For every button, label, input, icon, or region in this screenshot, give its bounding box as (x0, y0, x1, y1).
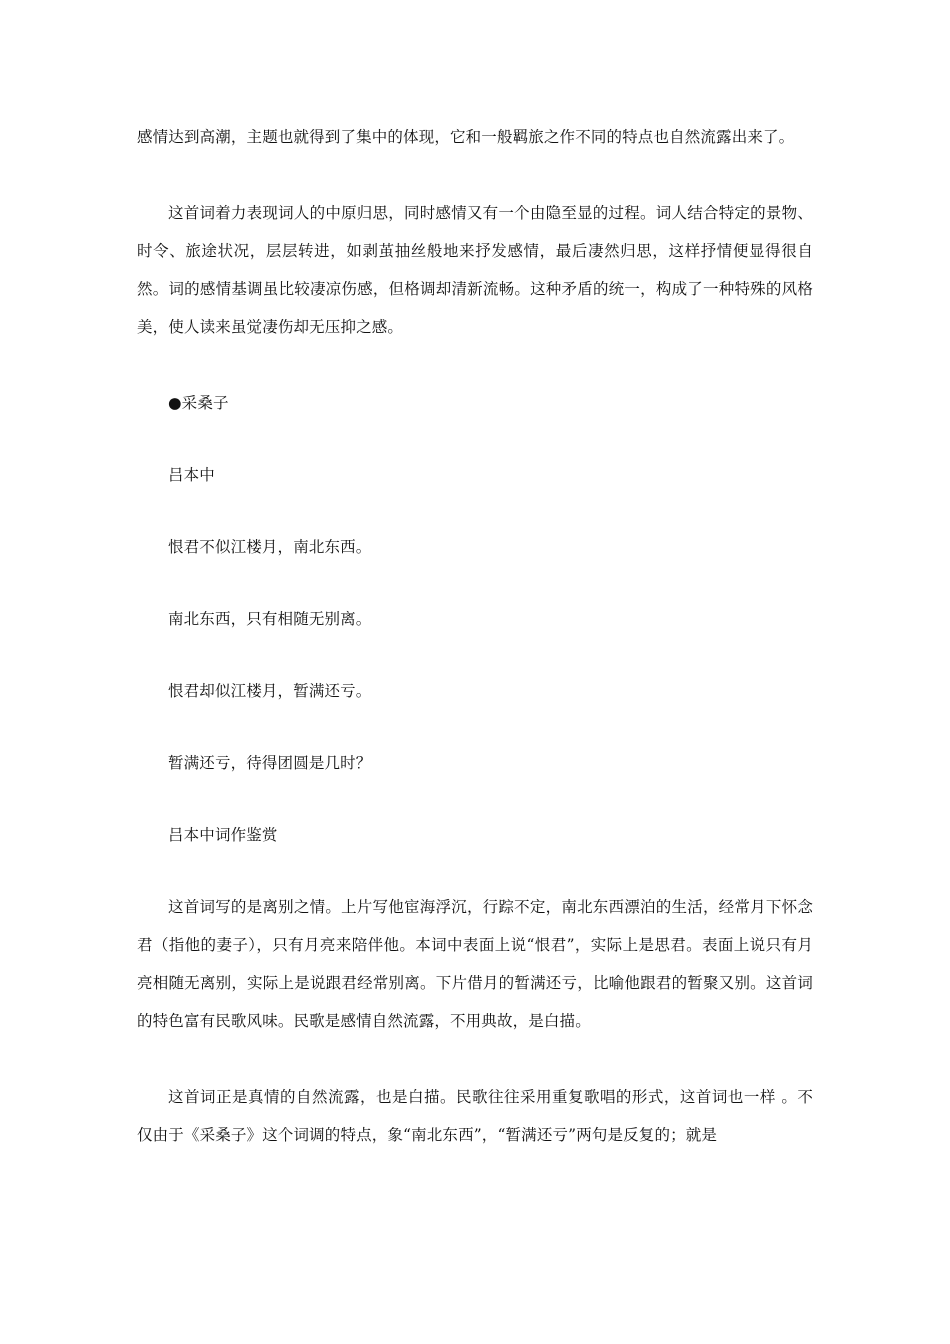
appreciation-title: 吕本中词作鉴赏 (168, 826, 278, 844)
poem-verse-1: 恨君不似江楼月，南北东西。 (168, 538, 372, 556)
paragraph-folk-style: 这首词正是真情的自然流露，也是白描。民歌往往采用重复歌唱的形式，这首词也一样 。不仅由于《采桑子》这个词调的特点，象“南北东西”，“暂满还亏”两句是反复的；就是 (137, 1088, 813, 1144)
poem-verse-3: 恨君却似江楼月，暂满还亏。 (168, 682, 372, 700)
poem-verse-4: 暂满还亏，待得团圆是几时？ (168, 754, 372, 772)
paragraph-appreciation: 这首词写的是离别之情。上片写他宦海浮沉，行踪不定，南北东西漂泊的生活，经常月下怀念君（指他的妻子），只有月亮来陪伴他。本词中表面上说“恨君”，实际上是思君。表面上说只有月亮相随无离别，实际上是说跟君经常别离。下片借月的暂满还亏，比喻他跟君的暂聚又别。这首词的特色富有民歌风味。民歌是感情自然流露，不用典故，是白描。 (137, 898, 813, 1030)
document-body (137, 118, 813, 1154)
paragraph-continuation: 感情达到高潮，主题也就得到了集中的体现，它和一般羁旅之作不同的特点也自然流露出来了。 (137, 128, 795, 146)
paragraph-analysis: 这首词着力表现词人的中原归思，同时感情又有一个由隐至显的过程。词人结合特定的景物、时令、旅途状况，层层转进，如剥茧抽丝般地来抒发感情，最后凄然归思，这样抒情便显得很自然。词的感情基调虽比较凄凉伤感，但格调却清新流畅。这种矛盾的统一，构成了一种特殊的风格美，使人读来虽觉凄伤却无压抑之感。 (137, 204, 813, 336)
poem-verse-2: 南北东西，只有相随无别离。 (168, 610, 372, 628)
poem-title: ●采桑子 (168, 394, 229, 412)
poem-author: 吕本中 (168, 466, 215, 484)
